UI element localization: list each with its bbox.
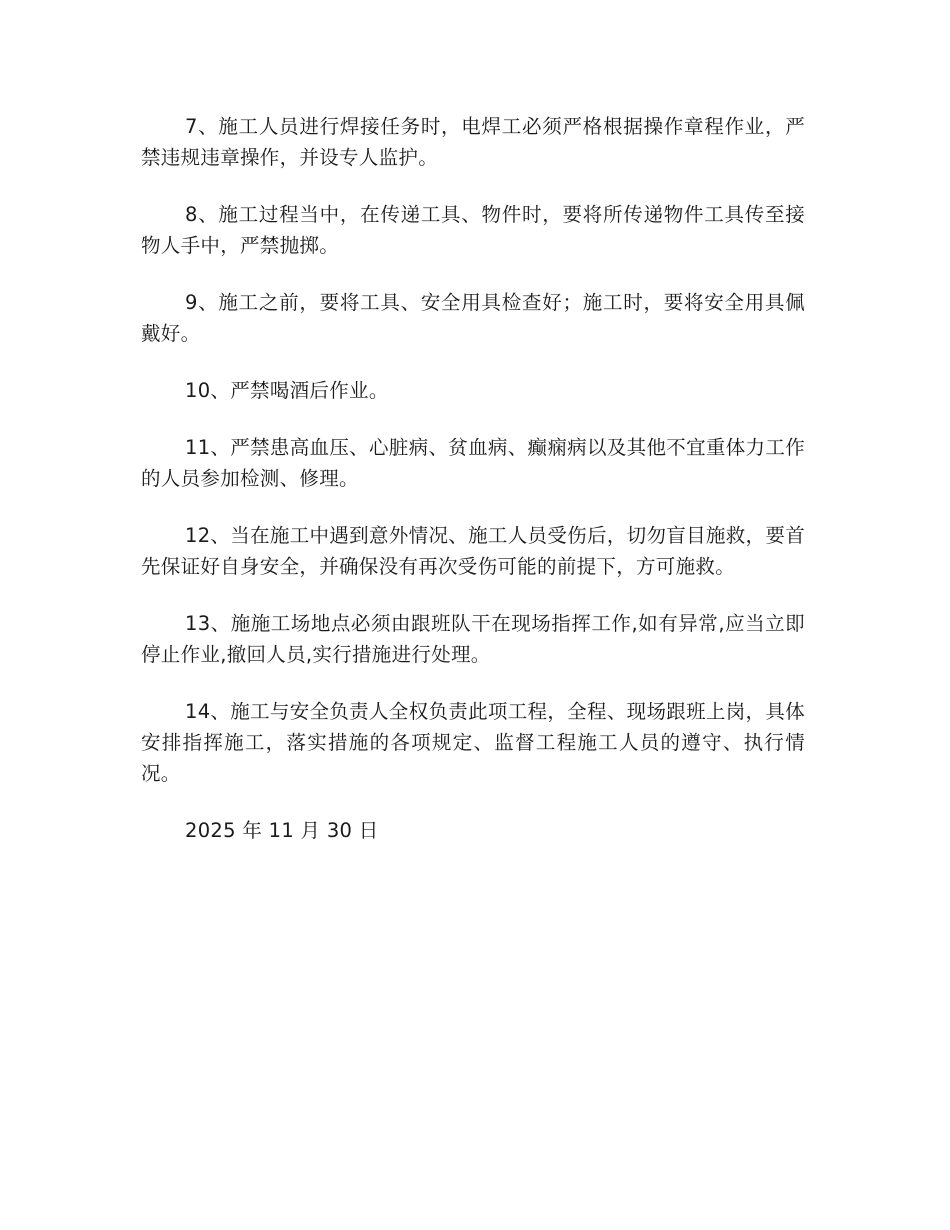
paragraph-item-12: 12、当在施工中遇到意外情况、施工人员受伤后，切勿盲目施救，要首先保证好自身安全，并确保没有再次受伤可能的前提下，方可施救。 [141, 524, 805, 578]
document-body [141, 111, 805, 872]
paragraph-item-9: 9、施工之前，要将工具、安全用具检查好；施工时，要将安全用具佩戴好。 [141, 291, 805, 345]
paragraph-item-10: 10、严禁喝酒后作业。 [185, 379, 389, 402]
document-date: 2025 年 11 月 30 日 [185, 819, 379, 842]
paragraph-item-13: 13、施施工场地点必须由跟班队干在现场指挥工作,如有异常,应当立即停止作业,撤回人员,实行措施进行处理。 [141, 612, 805, 666]
paragraph-item-11: 11、严禁患高血压、心脏病、贫血病、癫痫病以及其他不宜重体力工作的人员参加检测、修理。 [141, 436, 805, 490]
paragraph-item-8: 8、施工过程当中，在传递工具、物件时，要将所传递物件工具传至接物人手中，严禁抛掷。 [141, 203, 805, 257]
paragraph-item-7: 7、施工人员进行焊接任务时，电焊工必须严格根据操作章程作业，严禁违规违章操作，并设专人监护。 [141, 115, 805, 169]
paragraph-item-14: 14、施工与安全负责人全权负责此项工程，全程、现场跟班上岗，具体安排指挥施工，落实措施的各项规定、监督工程施工人员的遵守、执行情况。 [141, 700, 805, 785]
